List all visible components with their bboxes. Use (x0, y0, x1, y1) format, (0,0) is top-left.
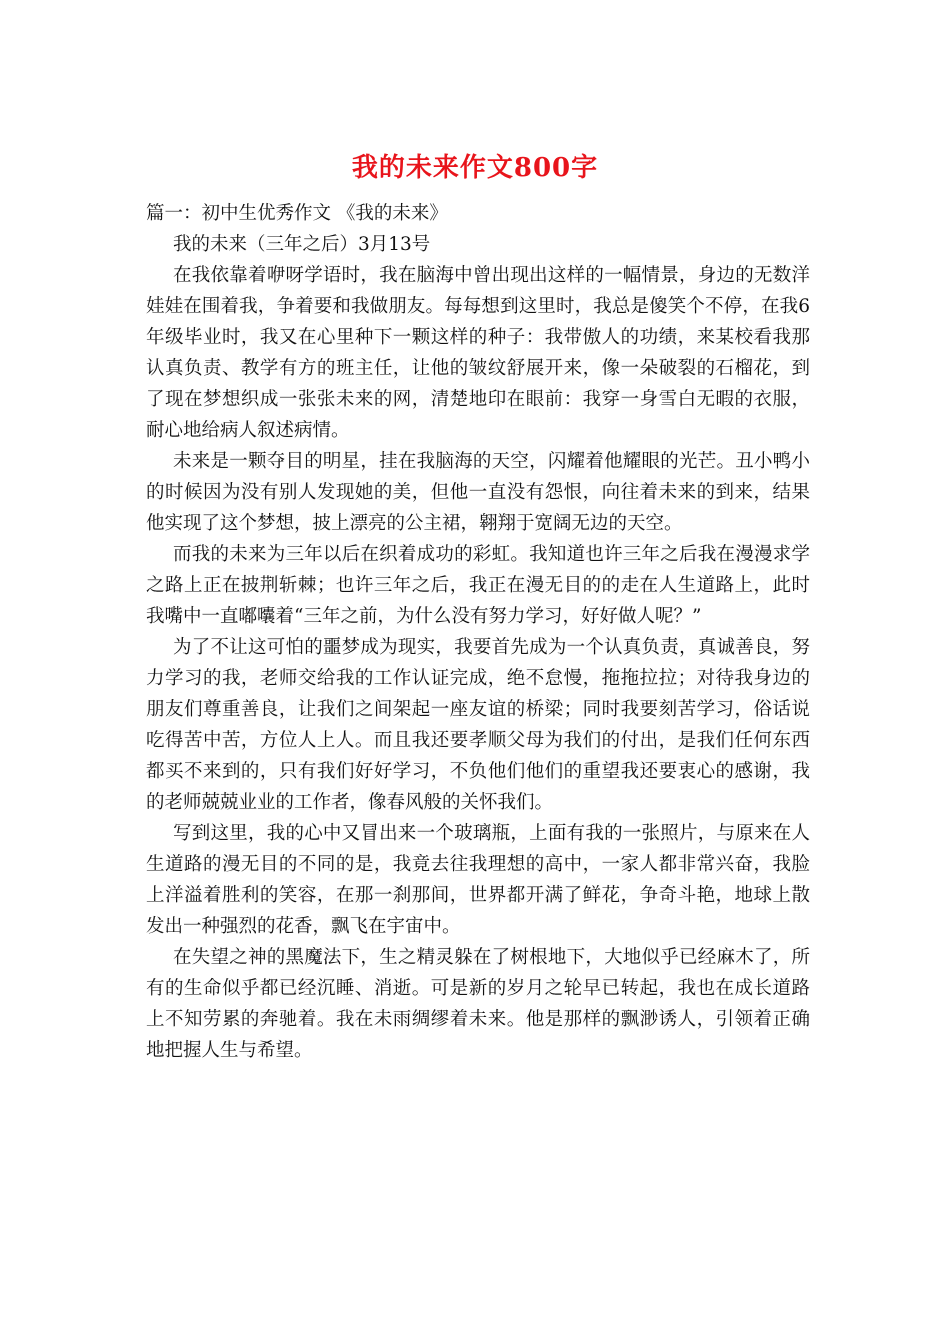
paragraph-1: 在我依靠着咿呀学语时，我在脑海中曾出现出这样的一幅情景，身边的无数洋娃娃在围着我，争着要和我做朋友。每每想到这里时，我总是傻笑个不停，在我6年级毕业时，我又在心里种下一颗这样的种子：我带傲人的功绩，来某校看我那认真负责、教学有方的班主任，让他的皱纹舒展开来，像一朵破裂的石榴花，到了现在梦想织成一张张未来的网，清楚地印在眼前：我穿一身雪白无暇的衣服，耐心地给病人叙述病情。 (146, 265, 810, 441)
paragraph-6: 在失望之神的黑魔法下，生之精灵躲在了树根地下，大地似乎已经麻木了，所有的生命似乎都已经沉睡、消逝。可是新的岁月之轮早已转起，我也在成长道路上不知劳累的奔驰着。我在未雨绸缪着未来。他是那样的飘渺诱人，引领着正确地把握人生与希望。 (146, 947, 810, 1061)
date-line: 我的未来（三年之后）3月13号 (173, 234, 431, 255)
document-title: 我的未来作文800字 (351, 153, 599, 183)
paragraph-4: 为了不让这可怕的噩梦成为现实，我要首先成为一个认真负责，真诚善良，努力学习的我，老师交给我的工作认证完成，绝不怠慢，拖拖拉拉；对待我身边的朋友们尊重善良，让我们之间架起一座友谊的桥梁；同时我要刻苦学习，俗话说吃得苦中苦，方位人上人。而且我还要孝顺父母为我们的付出，是我们任何东西都买不来到的，只有我们好好学习，不负他们他们的重望我还要衷心的感谢，我的老师兢兢业业的工作者，像春风般的关怀我们。 (146, 637, 810, 813)
paragraph-2: 未来是一颗夺目的明星，挂在我脑海的天空，闪耀着他耀眼的光芒。丑小鸭小的时候因为没有别人发现她的美，但他一直没有怨恨，向往着未来的到来，结果他实现了这个梦想，披上漂亮的公主裙，翱翔于宽阔无边的天空。 (146, 451, 810, 534)
section-heading: 篇一：初中生优秀作文 《我的未来》 (146, 203, 448, 224)
paragraph-5: 写到这里，我的心中又冒出来一个玻璃瓶，上面有我的一张照片，与原来在人生道路的漫无目的不同的是，我竟去往我理想的高中，一家人都非常兴奋，我脸上洋溢着胜利的笑容，在那一刹那间，世界都开满了鲜花，争奇斗艳，地球上散发出一种强烈的花香，飘飞在宇宙中。 (146, 823, 810, 937)
paragraph-3: 而我的未来为三年以后在织着成功的彩虹。我知道也许三年之后我在漫漫求学之路上正在披荆斩棘；也许三年之后，我正在漫无目的的走在人生道路上，此时我嘴中一直嘟囔着“三年之前，为什么没有努力学习，好好做人呢？” (146, 544, 810, 627)
document-body (146, 198, 810, 1066)
